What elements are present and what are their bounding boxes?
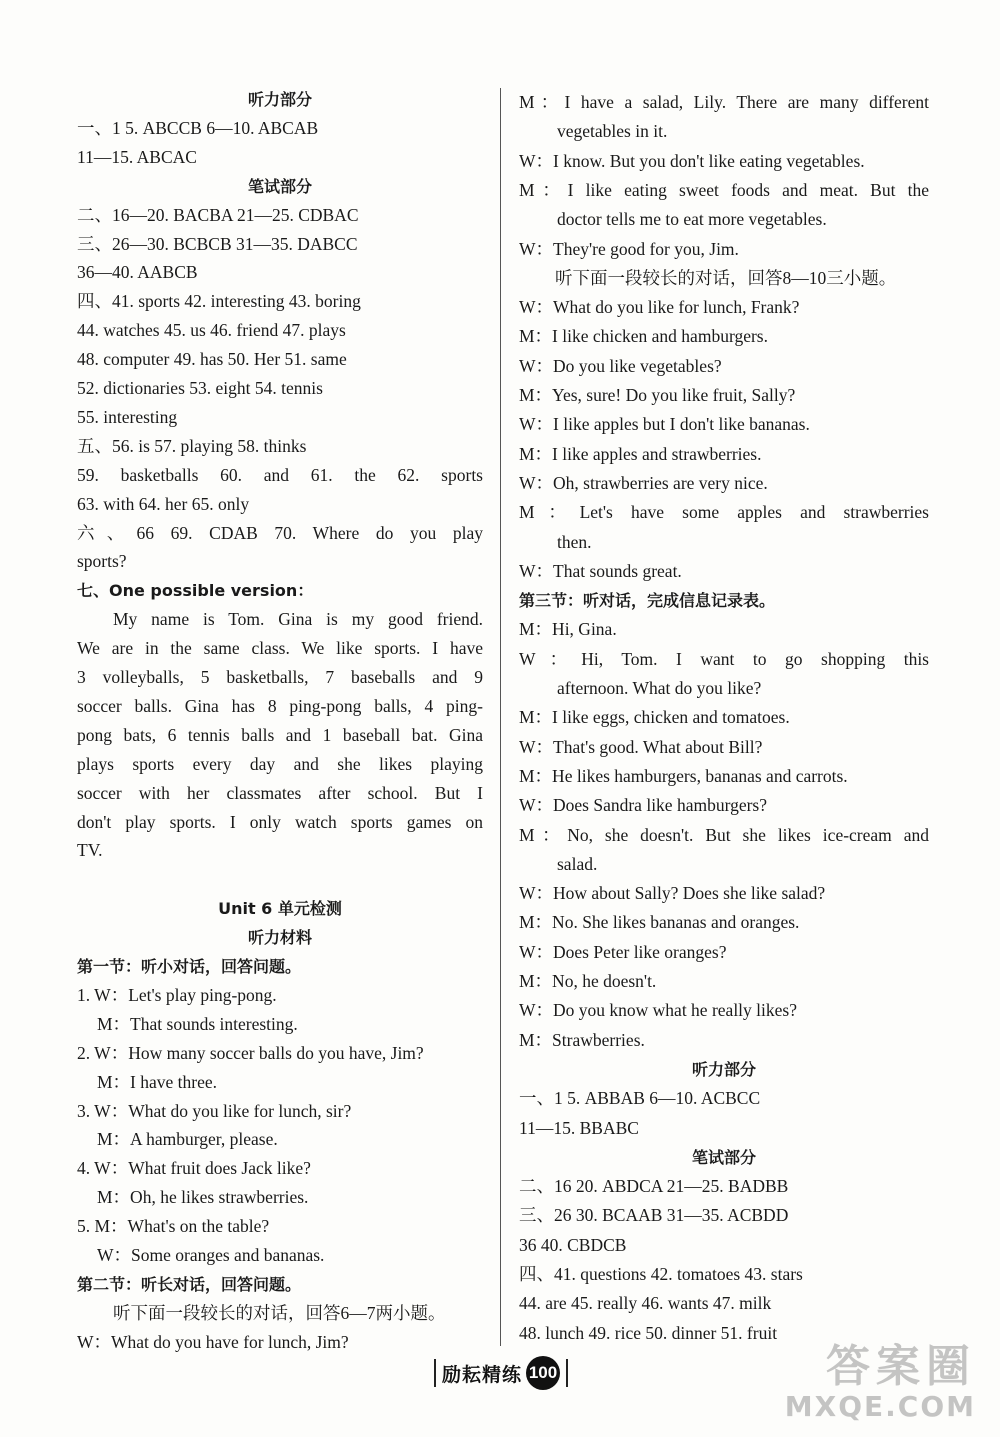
text-line: TV. [77,840,103,861]
text-line: afternoon. What do you like? [557,678,762,698]
text-line: Unit 6 单元检测 [218,899,342,919]
text-line: 1. W：Let's play ping-pong. [77,984,277,1005]
watermark [784,1341,976,1423]
text-line: 3 volleyballs, 5 basketballs, 7 baseballs and 9 [77,667,483,687]
text-line: M：That sounds interesting. [97,1013,298,1034]
text-line: 第二节：听长对话，回答问题。 [77,1274,302,1294]
text-line: W：What do you have for lunch, Jim? [77,1331,349,1352]
text-line: M：Yes, sure! Do you like fruit, Sally? [519,385,796,405]
text-line: 63. with 64. her 65. only [77,493,250,514]
text-line: W：I know. But you don't like eating vegetables. [519,150,865,171]
text-line: W：Some oranges and bananas. [97,1245,325,1265]
text-line: W：Oh, strawberries are very nice. [519,472,768,493]
text-line: 55. interesting [77,406,178,427]
text-line: 11—15. BBABC [519,1117,639,1138]
text-line: 听力部分 [247,90,312,109]
text-line: 六、66 69. CDAB 70. Where do you play [77,522,483,543]
text-line: 第一节：听小对话，回答问题。 [77,957,302,976]
text-line: W：Do you know what he really likes? [519,1000,797,1021]
text-line: 听力材料 [247,928,312,948]
footer-bar [566,1359,568,1387]
text-line: 36—40. AABCB [77,262,198,283]
text-line: 一、1 5. ABCCB 6—10. ABCAB [77,117,319,138]
text-line: M：Hi, Gina. [519,619,617,640]
watermark-logo-text: 答案圈 [826,1341,976,1392]
text-line: W：Does Sandra like hamburgers? [519,795,768,816]
text-line: 11—15. ABCAC [77,146,197,167]
text-line: vegetables in it. [557,121,668,142]
page-footer [428,1353,574,1393]
text-line: 3. W：What do you like for lunch, sir? [77,1100,352,1121]
text-line: W：That sounds great. [519,560,682,581]
text-line: 二、16 20. ABDCA 21—25. BADBB [519,1176,789,1197]
text-line: W：That's good. What about Bill? [519,736,763,757]
text-line: 36 40. CBDCB [519,1234,627,1255]
text-line: W：Hi, Tom. I want to go shopping this [519,648,929,669]
text-line: M：I like chicken and hamburgers. [519,326,768,347]
text-line: 听力部分 [691,1059,756,1079]
text-line: 四、41. sports 42. interesting 43. boring [77,291,361,312]
text-line: 听下面一段较长的对话，回答6—7两小题。 [113,1302,446,1323]
text-line: M：I have three. [97,1071,218,1092]
text-line: 44. watches 45. us 46. friend 47. plays [77,320,346,341]
text-line: doctor tells me to eat more vegetables. [557,209,827,230]
text-line: 2. W：How many soccer balls do you have, Jim? [77,1042,424,1063]
text-line: 第三节：听对话，完成信息记录表。 [519,591,776,611]
text-line: 59. basketballs 60. and 61. the 62. sports [77,464,483,485]
text-line: 五、56. is 57. playing 58. thinks [77,435,307,456]
text-line: then. [557,531,592,552]
text-line: M：I like apples and strawberries. [519,443,762,464]
text-line: M：I like eating sweet foods and meat. But the [519,179,929,200]
text-line: 二、16—20. BACBA 21—25. CDBAC [77,204,359,225]
text-line: W：They're good for you, Jim. [519,238,739,259]
text-line: sports? [77,551,127,572]
footer-brand: 励耘精练 [442,1363,523,1386]
text-line: 笔试部分 [691,1147,756,1167]
text-line: 48. computer 49. has 50. Her 51. same [77,349,347,370]
text-line: 七、One possible version： [77,581,314,601]
text-line: soccer balls. Gina has 8 ping-pong balls, 4 ping- [77,695,483,716]
text-line: 笔试部分 [247,176,312,196]
text-line: 听下面一段较长的对话，回答8—10三小题。 [555,267,897,288]
text-line: soccer with her classmates after school. But I [77,782,483,803]
text-line: M：No, she doesn't. But she likes ice-cream and [519,824,929,845]
text-line: M：I have a salad, Lily. There are many different [519,92,929,112]
text-line: 一、1 5. ABBAB 6—10. ACBCC [519,1088,761,1109]
text-line: M：He likes hamburgers, bananas and carrots. [519,765,848,786]
text-line: M：Strawberries. [519,1029,645,1050]
column-divider [500,88,501,1346]
text-line: M：A hamburger, please. [97,1129,278,1150]
text-line: 5. M：What's on the table? [77,1216,270,1237]
text-line: plays sports every day and she likes playing [77,753,483,774]
text-line [77,865,483,894]
text-line: 三、26—30. BCBCB 31—35. DABCC [77,233,358,254]
text-line: M：I like eggs, chicken and tomatoes. [519,707,790,728]
text-line: M：No, he doesn't. [519,971,657,991]
text-line: 44. are 45. really 46. wants 47. milk [519,1293,772,1314]
text-line: W：I like apples but I don't like bananas. [519,414,810,435]
text-line: 48. lunch 49. rice 50. dinner 51. fruit [519,1322,778,1343]
watermark-url: MXQE.COM [784,1390,976,1423]
text-line: W：What do you like for lunch, Frank? [519,297,800,318]
text-line: salad. [557,853,598,874]
text-line: 四、41. questions 42. tomatoes 43. stars [519,1264,803,1284]
text-line: M：Oh, he likes strawberries. [97,1187,309,1208]
text-line: M：No. She likes bananas and oranges. [519,912,800,933]
text-line: W：Do you like vegetables? [519,355,722,376]
footer-bar [434,1359,436,1387]
text-line: pong bats, 6 tennis balls and 1 baseball bat. Gina [77,724,483,745]
text-line: We are in the same class. We like sports. I have [77,638,483,659]
text-line: don't play sports. I only watch sports games on [77,811,483,832]
text-line: 52. dictionaries 53. eight 54. tennis [77,378,323,398]
text-line: W：How about Sally? Does she like salad? [519,883,826,904]
text-line: 4. W：What fruit does Jack like? [77,1158,311,1179]
text-line: My name is Tom. Gina is my good friend. [113,609,483,630]
text-line: W：Does Peter like oranges? [519,941,727,962]
page-number: 100 [526,1356,560,1390]
text-line: 三、26 30. BCAAB 31—35. ACBDD [519,1205,789,1226]
text-line: M：Let's have some apples and strawberries [519,502,929,523]
